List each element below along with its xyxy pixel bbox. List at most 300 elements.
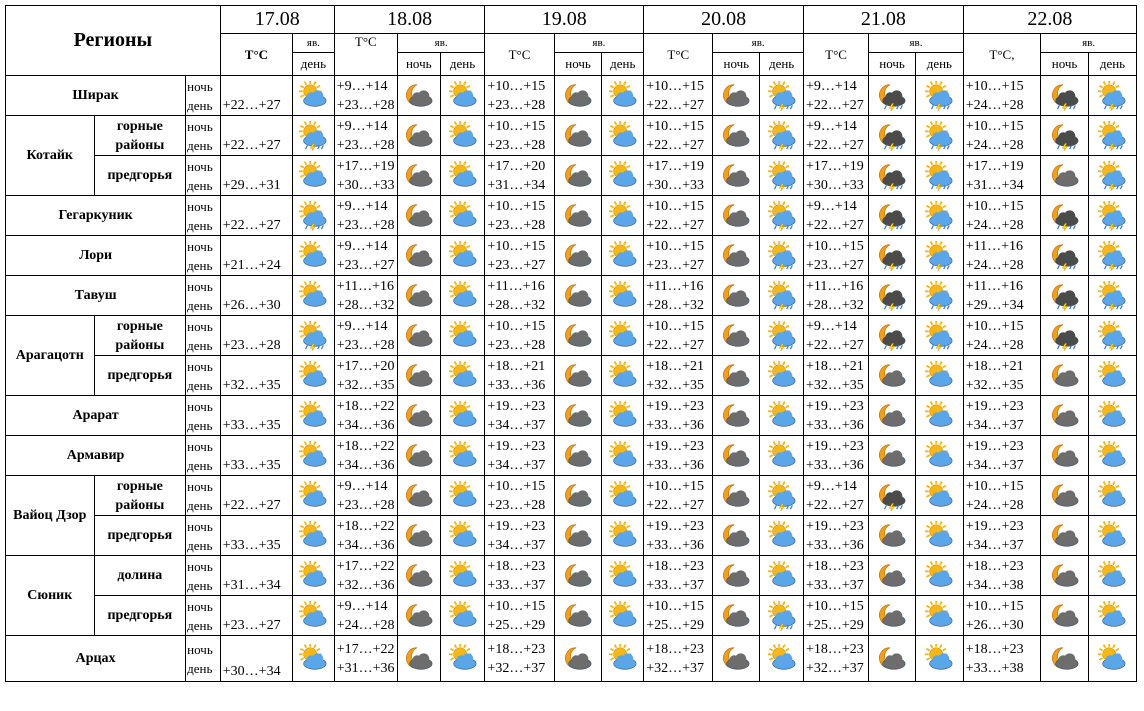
day-label: день: [187, 337, 213, 353]
night-day-labels: [186, 356, 221, 396]
temp-cell: [485, 196, 554, 236]
moon-cloud-icon: [1050, 644, 1080, 674]
moon-storm-rain-icon: [877, 81, 907, 111]
temp-cell: [803, 476, 868, 516]
day-temp: +23…+27: [222, 618, 281, 633]
date-header: 22.08: [963, 6, 1136, 34]
temp-cell: [963, 276, 1040, 316]
temp-cell: [644, 636, 713, 682]
sun-cloud-icon: [602, 356, 644, 396]
day-temp: +22…+27: [646, 137, 704, 153]
moon-cloud-icon: [404, 644, 434, 674]
sun-cloud-icon: [767, 561, 797, 591]
yav-header: яв.: [1041, 34, 1137, 53]
sun-cloud-icon: [440, 156, 485, 196]
temp-cell: [803, 436, 868, 476]
moon-cloud-icon: [713, 476, 760, 516]
moon-cloud-icon: [404, 161, 434, 191]
temp-cell: [334, 236, 397, 276]
night-temp: +9…+14: [805, 478, 857, 494]
date-header: 19.08: [485, 6, 644, 34]
night-label: ночь: [187, 198, 213, 214]
day-temp: +23…+28: [487, 217, 546, 233]
sun-cloud-icon: [1088, 396, 1136, 436]
sun-cloud-icon: [924, 561, 954, 591]
sun-cloud-icon: [608, 361, 638, 391]
day-temp: +24…+28: [965, 97, 1024, 113]
sun-storm-rain-icon: [924, 321, 954, 351]
sun-cloud-icon: [448, 481, 478, 511]
day-temp: +25…+29: [805, 617, 864, 633]
night-day-labels: [186, 116, 221, 156]
day-temp: +30…+33: [805, 177, 864, 193]
night-temp: +11…+16: [965, 238, 1024, 254]
sun-cloud-icon: [767, 521, 797, 551]
day-temp: +23…+28: [336, 497, 395, 513]
yav-header: яв.: [397, 34, 485, 53]
moon-cloud-icon: [554, 356, 602, 396]
sun-cloud-icon: [1097, 561, 1127, 591]
temp-cell: [334, 476, 397, 516]
moon-storm-rain-icon: [1041, 316, 1089, 356]
temp-header: Т°С: [485, 34, 554, 76]
night-header: ночь: [713, 53, 760, 76]
temp-cell: [220, 236, 292, 276]
temp-cell: [220, 196, 292, 236]
region-name: Арарат: [6, 396, 186, 436]
night-day-labels: [186, 76, 221, 116]
night-temp: +10…+15: [646, 78, 704, 94]
sun-storm-rain-icon: [767, 321, 797, 351]
sun-storm-rain-icon: [760, 276, 804, 316]
sun-storm-rain-icon: [1088, 196, 1136, 236]
temp-cell: [485, 276, 554, 316]
sun-storm-rain-icon: [1088, 276, 1136, 316]
sun-cloud-icon: [448, 121, 478, 151]
sun-cloud-icon: [298, 241, 328, 271]
sun-cloud-icon: [602, 116, 644, 156]
temp-cell: [644, 156, 713, 196]
temp-cell: [803, 236, 868, 276]
sun-storm-rain-icon: [767, 281, 797, 311]
day-temp: +33…+36: [805, 537, 864, 553]
night-temp: +10…+15: [965, 478, 1024, 494]
moon-cloud-icon: [404, 481, 434, 511]
sun-cloud-icon: [293, 556, 335, 596]
moon-cloud-icon: [713, 316, 760, 356]
temp-cell: [485, 396, 554, 436]
day-temp: +28…+32: [487, 297, 546, 313]
night-temp: +11…+16: [336, 278, 395, 294]
sun-storm-rain-icon: [924, 81, 954, 111]
sun-cloud-icon: [298, 401, 328, 431]
sun-cloud-icon: [767, 361, 797, 391]
moon-cloud-icon: [554, 436, 602, 476]
forecast-body: [6, 6, 1137, 682]
moon-cloud-icon: [1041, 396, 1089, 436]
night-label: ночь: [187, 158, 213, 174]
moon-cloud-icon: [721, 401, 751, 431]
subregion-name: предгорья: [94, 356, 186, 396]
moon-cloud-icon: [1041, 156, 1089, 196]
night-temp: +19…+23: [646, 518, 704, 534]
night-temp: +10…+15: [965, 598, 1024, 614]
moon-cloud-icon: [713, 516, 760, 556]
moon-storm-rain-icon: [877, 161, 907, 191]
sun-cloud-icon: [602, 276, 644, 316]
day-temp: +22…+27: [805, 137, 864, 153]
moon-cloud-icon: [563, 121, 593, 151]
temp-cell: [220, 436, 292, 476]
temp-header: Т°С: [644, 34, 713, 76]
temp-cell: [803, 516, 868, 556]
moon-storm-rain-icon: [1050, 81, 1080, 111]
date-header: 20.08: [644, 6, 804, 34]
day-temp: +33…+36: [646, 457, 704, 473]
temp-cell: [334, 596, 397, 636]
sun-cloud-icon: [602, 156, 644, 196]
temp-cell: [485, 356, 554, 396]
moon-cloud-icon: [713, 356, 760, 396]
sun-storm-rain-icon: [767, 121, 797, 151]
temp-cell: [963, 436, 1040, 476]
night-temp: +17…+20: [336, 358, 395, 374]
moon-cloud-icon: [404, 401, 434, 431]
sun-cloud-icon: [767, 644, 797, 674]
night-temp: +18…+23: [805, 558, 864, 574]
day-temp: +33…+36: [805, 417, 864, 433]
temp-cell: [334, 516, 397, 556]
night-header: ночь: [1041, 53, 1089, 76]
sun-cloud-icon: [760, 556, 804, 596]
sun-cloud-icon: [608, 321, 638, 351]
temp-cell: [963, 356, 1040, 396]
day-temp: +23…+27: [646, 257, 704, 273]
moon-cloud-icon: [563, 281, 593, 311]
night-label: ночь: [187, 558, 213, 574]
moon-cloud-icon: [404, 201, 434, 231]
day-temp: +24…+28: [965, 217, 1024, 233]
sun-cloud-icon: [608, 561, 638, 591]
table-row: [6, 596, 1137, 636]
sun-storm-rain-icon: [915, 76, 963, 116]
night-temp: +18…+23: [965, 641, 1024, 657]
sun-cloud-icon: [293, 476, 335, 516]
sun-cloud-icon: [293, 76, 335, 116]
temp-cell: [485, 316, 554, 356]
moon-cloud-icon: [721, 241, 751, 271]
day-temp: +28…+32: [646, 297, 704, 313]
temp-cell: [803, 556, 868, 596]
sun-cloud-icon: [767, 401, 797, 431]
moon-cloud-icon: [877, 644, 907, 674]
night-day-labels: [186, 436, 221, 476]
sun-cloud-icon: [924, 361, 954, 391]
moon-storm-rain-icon: [869, 196, 916, 236]
temp-cell: [334, 76, 397, 116]
sun-cloud-icon: [602, 516, 644, 556]
night-temp: +18…+22: [336, 398, 395, 414]
temp-header: Т°С,: [963, 34, 1040, 76]
sun-storm-rain-icon: [924, 161, 954, 191]
day-temp: +23…+28: [336, 217, 395, 233]
header-row-dates: [6, 6, 1137, 34]
temp-cell: [220, 556, 292, 596]
sun-cloud-icon: [608, 644, 638, 674]
table-row: [6, 276, 1137, 316]
night-temp: +18…+23: [646, 558, 704, 574]
night-temp: +18…+21: [646, 358, 704, 374]
sun-cloud-icon: [298, 441, 328, 471]
night-label: ночь: [187, 398, 213, 414]
sun-cloud-icon: [1097, 644, 1127, 674]
sun-cloud-icon: [608, 81, 638, 111]
temp-cell: [334, 356, 397, 396]
night-temp: +18…+23: [965, 558, 1024, 574]
temp-cell: [963, 636, 1040, 682]
sun-cloud-icon: [448, 601, 478, 631]
sun-storm-rain-icon: [293, 116, 335, 156]
moon-cloud-icon: [1041, 636, 1089, 682]
moon-storm-rain-icon: [1041, 116, 1089, 156]
sun-cloud-icon: [440, 356, 485, 396]
moon-cloud-icon: [721, 441, 751, 471]
yav-header: яв.: [869, 34, 964, 53]
subregion-name: предгорья: [94, 596, 186, 636]
moon-cloud-icon: [397, 236, 440, 276]
night-label: ночь: [187, 118, 213, 134]
night-day-labels: [186, 276, 221, 316]
day-temp: +30…+33: [336, 177, 395, 193]
temp-cell: [644, 76, 713, 116]
sun-storm-rain-icon: [924, 121, 954, 151]
night-day-labels: [186, 636, 221, 682]
sun-storm-rain-icon: [1097, 121, 1127, 151]
moon-cloud-icon: [1041, 356, 1089, 396]
night-temp: +9…+14: [805, 118, 857, 134]
day-temp: +32…+35: [646, 377, 704, 393]
night-header: ночь: [554, 53, 602, 76]
day-temp: +33…+35: [222, 418, 281, 433]
day-temp: +23…+28: [336, 137, 395, 153]
moon-cloud-icon: [1050, 361, 1080, 391]
moon-storm-rain-icon: [1041, 276, 1089, 316]
temp-cell: [963, 596, 1040, 636]
night-temp: +9…+14: [336, 198, 388, 214]
night-temp: +18…+21: [487, 358, 546, 374]
temp-cell: [644, 196, 713, 236]
moon-cloud-icon: [1041, 476, 1089, 516]
day-temp: +33…+35: [222, 458, 281, 473]
sun-storm-rain-icon: [298, 201, 328, 231]
day-label: день: [187, 617, 213, 633]
moon-cloud-icon: [397, 436, 440, 476]
sun-cloud-icon: [1097, 521, 1127, 551]
temp-cell: [803, 276, 868, 316]
sun-cloud-icon: [608, 201, 638, 231]
temp-cell: [334, 196, 397, 236]
moon-cloud-icon: [721, 121, 751, 151]
moon-cloud-icon: [1041, 556, 1089, 596]
sun-storm-rain-icon: [915, 196, 963, 236]
sun-storm-rain-icon: [760, 156, 804, 196]
night-temp: +10…+15: [646, 198, 704, 214]
temp-cell: [803, 196, 868, 236]
temp-cell: [485, 596, 554, 636]
temp-cell: [334, 636, 397, 682]
sun-cloud-icon: [924, 601, 954, 631]
sun-cloud-icon: [298, 481, 328, 511]
yav-header: яв.: [713, 34, 804, 53]
night-temp: +10…+15: [487, 118, 546, 134]
moon-storm-rain-icon: [1041, 196, 1089, 236]
yav-header: яв.: [293, 34, 335, 53]
day-temp: +33…+36: [487, 377, 546, 393]
moon-cloud-icon: [397, 476, 440, 516]
day-temp: +33…+37: [487, 577, 546, 593]
day-temp: +32…+35: [805, 377, 864, 393]
night-day-labels: [186, 516, 221, 556]
subregion-name: долина: [94, 556, 186, 596]
moon-cloud-icon: [1041, 596, 1089, 636]
sun-cloud-icon: [293, 516, 335, 556]
temp-cell: [803, 636, 868, 682]
night-header: ночь: [397, 53, 440, 76]
moon-cloud-icon: [721, 201, 751, 231]
temp-cell: [220, 116, 292, 156]
moon-cloud-icon: [554, 76, 602, 116]
sun-storm-rain-icon: [1088, 236, 1136, 276]
sun-cloud-icon: [602, 196, 644, 236]
sun-storm-rain-icon: [767, 601, 797, 631]
temp-cell: [644, 516, 713, 556]
sun-cloud-icon: [298, 601, 328, 631]
table-row: [6, 556, 1137, 596]
sun-cloud-icon: [448, 561, 478, 591]
table-row: [6, 476, 1137, 516]
sun-cloud-icon: [293, 396, 335, 436]
day-temp: +31…+34: [487, 177, 546, 193]
moon-cloud-icon: [397, 556, 440, 596]
sun-storm-rain-icon: [1097, 281, 1127, 311]
sun-cloud-icon: [298, 81, 328, 111]
night-label: ночь: [187, 78, 213, 94]
sun-cloud-icon: [1088, 436, 1136, 476]
night-temp: +17…+19: [336, 158, 395, 174]
sun-cloud-icon: [293, 156, 335, 196]
night-temp: +19…+23: [487, 398, 546, 414]
day-temp: +23…+27: [336, 257, 395, 273]
table-row: [6, 156, 1137, 196]
sun-storm-rain-icon: [760, 476, 804, 516]
sun-cloud-icon: [602, 236, 644, 276]
day-temp: +24…+28: [965, 497, 1024, 513]
region-name: Арцах: [6, 636, 186, 682]
sun-storm-rain-icon: [915, 316, 963, 356]
day-temp: +32…+35: [336, 377, 395, 393]
night-temp: +19…+23: [965, 398, 1024, 414]
sun-cloud-icon: [1088, 556, 1136, 596]
table-row: [6, 76, 1137, 116]
night-temp: +10…+15: [965, 78, 1024, 94]
night-temp: +9…+14: [336, 598, 388, 614]
day-temp: +25…+29: [646, 617, 704, 633]
moon-storm-rain-icon: [869, 76, 916, 116]
moon-cloud-icon: [563, 401, 593, 431]
moon-cloud-icon: [721, 644, 751, 674]
sun-cloud-icon: [1088, 636, 1136, 682]
day-label: день: [187, 257, 213, 273]
temp-cell: [803, 76, 868, 116]
sun-cloud-icon: [1088, 596, 1136, 636]
moon-storm-rain-icon: [869, 116, 916, 156]
moon-cloud-icon: [397, 356, 440, 396]
night-temp: +10…+15: [487, 478, 546, 494]
moon-cloud-icon: [397, 276, 440, 316]
day-label: день: [187, 137, 213, 153]
moon-storm-rain-icon: [1050, 281, 1080, 311]
moon-cloud-icon: [404, 441, 434, 471]
temp-cell: [220, 156, 292, 196]
temp-cell: [220, 396, 292, 436]
moon-cloud-icon: [877, 441, 907, 471]
subregion-name: предгорья: [94, 156, 186, 196]
sun-storm-rain-icon: [293, 196, 335, 236]
moon-storm-rain-icon: [877, 241, 907, 271]
temp-cell: [220, 76, 292, 116]
temp-cell: [644, 236, 713, 276]
moon-storm-rain-icon: [877, 281, 907, 311]
day-temp: +23…+27: [805, 257, 864, 273]
moon-cloud-icon: [877, 561, 907, 591]
day-temp: +28…+32: [336, 297, 395, 313]
temp-cell: [644, 356, 713, 396]
night-temp: +9…+14: [336, 118, 388, 134]
sun-cloud-icon: [915, 556, 963, 596]
moon-cloud-icon: [1050, 401, 1080, 431]
moon-cloud-icon: [554, 116, 602, 156]
moon-cloud-icon: [869, 556, 916, 596]
sun-storm-rain-icon: [293, 316, 335, 356]
moon-cloud-icon: [563, 361, 593, 391]
night-temp: +17…+20: [487, 158, 546, 174]
moon-cloud-icon: [1050, 161, 1080, 191]
sun-cloud-icon: [448, 281, 478, 311]
night-temp: +17…+19: [805, 158, 864, 174]
temp-cell: [803, 116, 868, 156]
table-row: [6, 316, 1137, 356]
sun-cloud-icon: [440, 236, 485, 276]
moon-cloud-icon: [1041, 516, 1089, 556]
sun-cloud-icon: [760, 436, 804, 476]
sun-cloud-icon: [293, 636, 335, 682]
moon-cloud-icon: [713, 196, 760, 236]
temp-cell: [334, 316, 397, 356]
sun-cloud-icon: [448, 201, 478, 231]
temp-cell: [485, 116, 554, 156]
night-label: ночь: [187, 518, 213, 534]
sun-cloud-icon: [602, 476, 644, 516]
moon-cloud-icon: [397, 516, 440, 556]
temp-cell: [485, 236, 554, 276]
sun-cloud-icon: [915, 396, 963, 436]
night-temp: +19…+23: [805, 398, 864, 414]
night-temp: +19…+23: [646, 438, 704, 454]
subregion-name: горные районы: [94, 476, 186, 516]
sun-cloud-icon: [602, 436, 644, 476]
table-row: [6, 356, 1137, 396]
sun-cloud-icon: [293, 276, 335, 316]
